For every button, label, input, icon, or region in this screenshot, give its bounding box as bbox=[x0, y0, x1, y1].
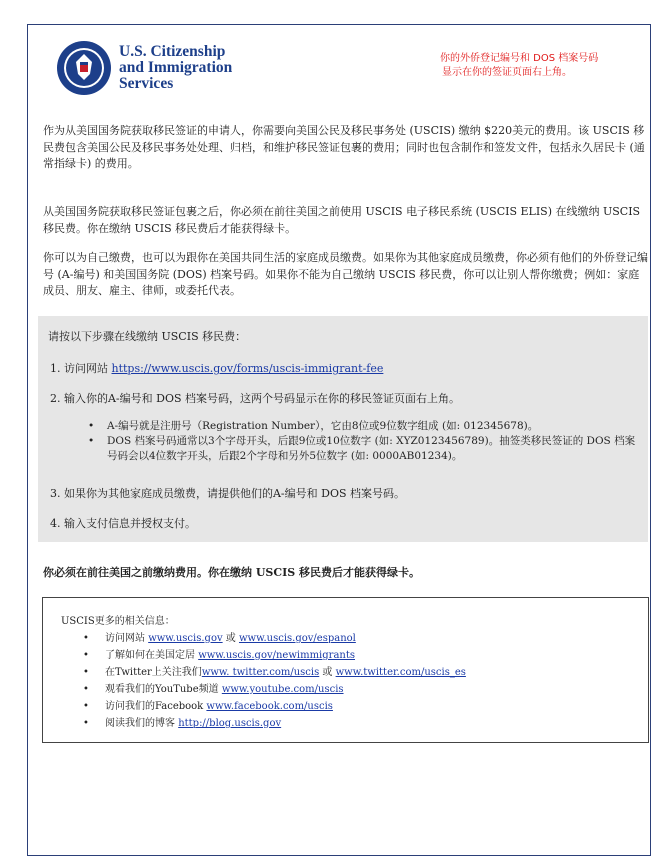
bullet-text: A-编号就是注册号（Registration Number），它由8位或9位数字组成 (如: 012345678)。 bbox=[107, 420, 539, 432]
paragraph-text: 作为从美国国务院获取移民签证的申请人，你需要向美国公民及移民事务处 (USCIS) 缴纳 $220美元的费用。该 USCIS 移民费包含美国公民及移民事务处处理、归档，和维护移民签证包裹的费用；同时也包含制作和签发文件，包括永久居民卡 (通常指绿卡) 的费用。 bbox=[43, 124, 645, 170]
info-item-text: 阅读我们的博客 bbox=[105, 718, 179, 729]
uscis-espanol-link[interactable]: www.uscis.gov/espanol bbox=[238, 633, 356, 644]
twitter-link[interactable]: www. twitter.com/uscis bbox=[201, 667, 320, 678]
steps-intro: 请按以下步骤在线缴纳 USCIS 移民费： bbox=[48, 330, 247, 343]
step-1 bbox=[50, 360, 383, 376]
more-info-box bbox=[42, 597, 649, 743]
payment-steps-box bbox=[38, 316, 648, 542]
step-3: 3. 如果你为其他家庭成员缴费，请提供他们的A-编号和 DOS 档案号码。 bbox=[50, 487, 406, 500]
info-item-text: 或 bbox=[319, 667, 336, 678]
dhs-seal-icon bbox=[56, 40, 112, 96]
info-item-text: 了解如何在美国定居 bbox=[105, 650, 199, 661]
info-item-text: 或 bbox=[222, 633, 239, 644]
more-info-list bbox=[83, 630, 466, 732]
info-item-blog bbox=[83, 715, 466, 732]
info-item-text: 访问网站 bbox=[105, 633, 149, 644]
bullet-a-number bbox=[86, 419, 636, 434]
paragraph-pay-before-travel bbox=[43, 204, 648, 237]
info-item-youtube bbox=[83, 681, 466, 698]
info-item-text: 访问我们的Facebook bbox=[105, 701, 207, 712]
more-info-heading: USCIS更多的相关信息： bbox=[61, 616, 175, 627]
final-notice: 你必须在前往美国之前缴纳费用。你在缴纳 USCIS 移民费后才能获得绿卡。 bbox=[43, 566, 421, 579]
facebook-link[interactable]: www.facebook.com/uscis bbox=[206, 701, 333, 712]
note-line1: 你的外侨登记编号和 DOS 档案号码 bbox=[440, 53, 599, 64]
info-item-newimmigrants bbox=[83, 647, 466, 664]
info-item-facebook bbox=[83, 698, 466, 715]
youtube-link[interactable]: www.youtube.com/uscis bbox=[221, 684, 344, 695]
bullet-icon: • bbox=[88, 420, 95, 432]
step-2: 2. 输入你的A-编号和 DOS 档案号码，这两个号码显示在你的移民签证页面右上角。 bbox=[50, 392, 461, 405]
bullet-icon: • bbox=[88, 435, 95, 447]
info-item-twitter bbox=[83, 664, 466, 681]
paragraph-text: 你可以为自己缴费，也可以为跟你在美国共同生活的家庭成员缴费。如果你为其他家庭成员缴费，你必须有他们的外侨登记编号 (A-编号) 和美国国务院 (DOS) 档案号码。如果你不能为自己缴纳 USCIS 移民费，你可以让别人帮你缴费；例如：家庭成员、朋友、雇主、律师，或委托代表。 bbox=[43, 251, 648, 297]
twitter-es-link[interactable]: www.twitter.com/uscis_es bbox=[335, 667, 466, 678]
paragraph-fee-intro bbox=[43, 123, 648, 173]
bullet-icon: • bbox=[83, 650, 89, 661]
agency-name-line3: Services bbox=[119, 75, 174, 92]
bullet-icon: • bbox=[83, 718, 89, 729]
paragraph-who-can-pay bbox=[43, 250, 648, 300]
fee-payment-link[interactable]: https://www.uscis.gov/forms/uscis-immigrant-fee bbox=[111, 362, 384, 375]
info-item-text: 在Twitter上关注我们 bbox=[105, 667, 202, 678]
bullet-text: DOS 档案号码通常以3个字母开头，后跟9位或10位数字 (如: XYZ0123456789)。抽签类移民签证的 DOS 档案号码会以4位数字开头，后跟2个字母和另外5位数字 (如: 0000AB01234)。 bbox=[107, 435, 636, 462]
agency-name-line2: and Immigration bbox=[119, 59, 233, 76]
note-line2: 显示在你的签证页面右上角。 bbox=[442, 67, 572, 78]
agency-name bbox=[119, 44, 269, 92]
bullet-icon: • bbox=[83, 684, 89, 695]
number-location-note bbox=[440, 52, 640, 80]
step-4: 4. 输入支付信息并授权支付。 bbox=[50, 517, 196, 530]
blog-link[interactable]: http://blog.uscis.gov bbox=[178, 718, 282, 729]
info-item-website bbox=[83, 630, 466, 647]
newimmigrants-link[interactable]: www.uscis.gov/newimmigrants bbox=[198, 650, 355, 661]
uscis-website-link[interactable]: www.uscis.gov bbox=[148, 633, 223, 644]
bullet-icon: • bbox=[83, 667, 89, 678]
bullet-icon: • bbox=[83, 633, 89, 644]
step-2-bullets bbox=[86, 419, 636, 464]
info-item-text: 观看我们的YouTube频道 bbox=[105, 684, 222, 695]
bullet-icon: • bbox=[83, 701, 89, 712]
step-1-text: 1. 访问网站 bbox=[50, 362, 112, 375]
agency-name-line1: U.S. Citizenship bbox=[119, 43, 226, 60]
bullet-dos-number bbox=[86, 434, 636, 464]
paragraph-text: 从美国国务院获取移民签证包裹之后，你必须在前往美国之前使用 USCIS 电子移民系统 (USCIS ELIS) 在线缴纳 USCIS 移民费。你在缴纳 USCIS 移民费后才能获得绿卡。 bbox=[43, 205, 641, 235]
